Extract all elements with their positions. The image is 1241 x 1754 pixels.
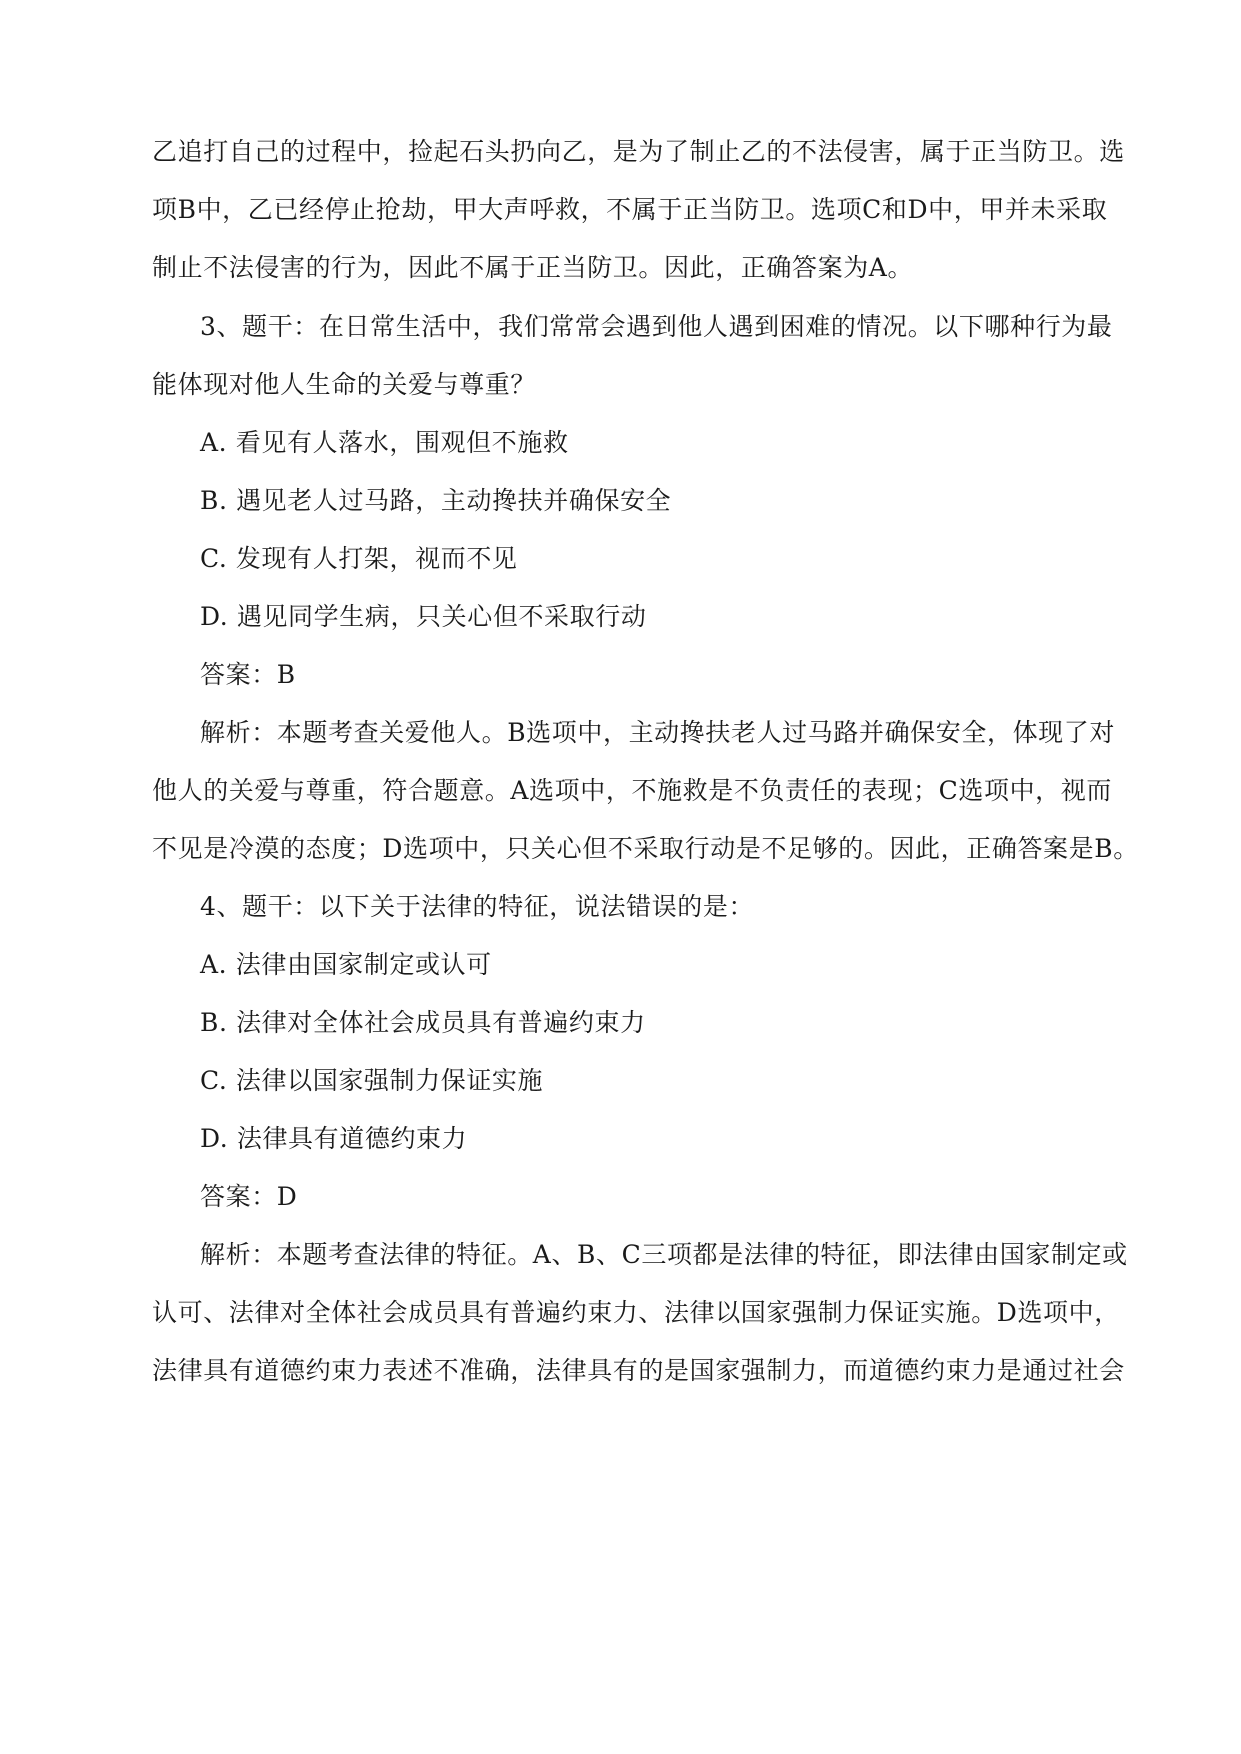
- question-4-answer: 答案：D: [200, 1182, 298, 1211]
- question-3-analysis: 他人的关爱与尊重，符合题意。A选项中，不施救是不负责任的表现；C选项中，视而: [152, 776, 1112, 805]
- question-4-analysis: 解析：本题考查法律的特征。A、B、C三项都是法律的特征，即法律由国家制定或: [200, 1240, 1128, 1269]
- question-4-analysis: 认可、法律对全体社会成员具有普遍约束力、法律以国家强制力保证实施。D选项中，: [152, 1298, 1120, 1327]
- question-3-option-b: B. 遇见老人过马路，主动搀扶并确保安全: [200, 486, 672, 515]
- question-3-option-c: C. 发现有人打架，视而不见: [200, 544, 518, 573]
- question-3-stem: 能体现对他人生命的关爱与尊重？: [152, 370, 537, 399]
- question-4-option-b: B. 法律对全体社会成员具有普遍约束力: [200, 1008, 646, 1037]
- question-3-analysis: 不见是冷漠的态度；D选项中，只关心但不采取行动是不足够的。因此，正确答案是B。: [152, 834, 1139, 863]
- question-3-option-d: D. 遇见同学生病，只关心但不采取行动: [200, 602, 647, 631]
- continuation-line: 乙追打自己的过程中，捡起石头扔向乙，是为了制止乙的不法侵害，属于正当防卫。选: [152, 137, 1125, 166]
- question-4-analysis: 法律具有道德约束力表述不准确，法律具有的是国家强制力，而道德约束力是通过社会: [152, 1356, 1125, 1385]
- question-4-stem: 4、题干：以下关于法律的特征，说法错误的是：: [200, 892, 755, 921]
- question-3-option-a: A. 看见有人落水，围观但不施救: [200, 428, 569, 457]
- question-4-option-d: D. 法律具有道德约束力: [200, 1124, 468, 1153]
- question-4-option-c: C. 法律以国家强制力保证实施: [200, 1066, 544, 1095]
- question-4-option-a: A. 法律由国家制定或认可: [200, 950, 492, 979]
- question-3-stem: 3、题干：在日常生活中，我们常常会遇到他人遇到困难的情况。以下哪种行为最: [200, 312, 1113, 341]
- continuation-line: 项B中，乙已经停止抢劫，甲大声呼救，不属于正当防卫。选项C和D中，甲并未采取: [152, 195, 1108, 224]
- continuation-line: 制止不法侵害的行为，因此不属于正当防卫。因此，正确答案为A。: [152, 253, 914, 282]
- question-3-answer: 答案：B: [200, 660, 296, 689]
- question-3-analysis: 解析：本题考查关爱他人。B选项中，主动搀扶老人过马路并确保安全，体现了对: [200, 718, 1115, 747]
